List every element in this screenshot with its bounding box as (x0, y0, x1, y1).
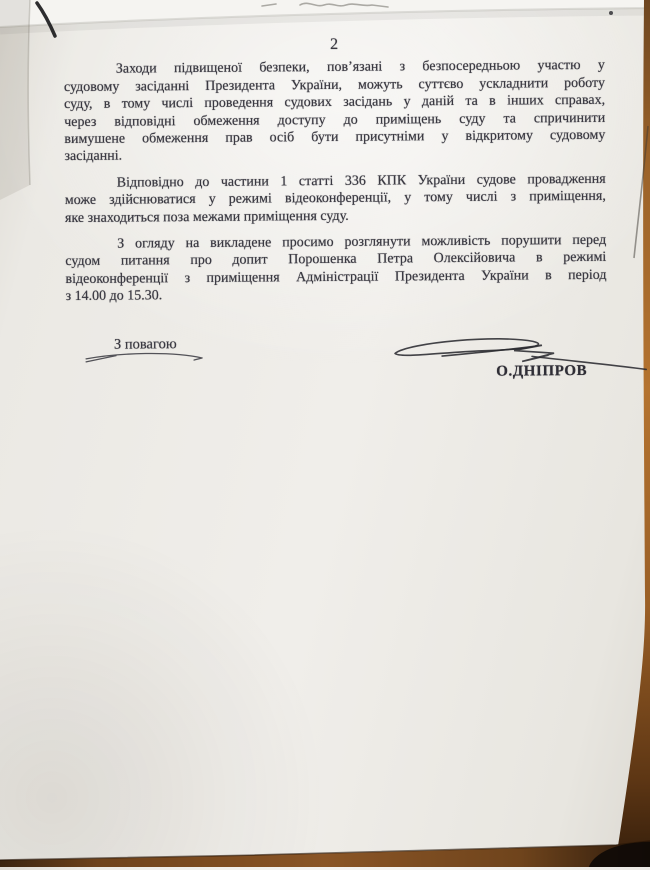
paragraph (65, 171, 606, 227)
document-line: судовому засіданні Президента України, можуть суттєво ускладнити роботу (63, 75, 605, 95)
document-line: судом питання про допит Порошенка Петра Олексійовича в режимі (65, 250, 607, 270)
document-line: відеоконференції з приміщення Адміністрації Президента України в період (65, 267, 607, 287)
document-line: через відповідні обмеження доступу до приміщень суду та спричинити (64, 110, 606, 130)
document-line: З огляду на викладене просимо розглянути можливість порушити перед (117, 232, 607, 252)
document-line: Заходи підвищеної безпеки, пов’язані з безпосередньою участю у (115, 58, 605, 78)
document-line: Відповідно до частини 1 статті 336 КПК України судове провадження (116, 171, 606, 191)
document-line: засіданні. (64, 149, 123, 165)
document-text-block (64, 34, 608, 415)
document-line: яке знаходиться поза межами приміщення суду. (64, 208, 349, 226)
document-line: суду, в тому числі проведення судових засідань у даній та в інших справах, (64, 93, 606, 113)
document-line: вимушене обмеження прав осіб бути присутніми у відкритому судовому (64, 127, 606, 148)
paragraph (64, 57, 606, 166)
page-number: 2 (330, 35, 339, 53)
closing-row (66, 332, 608, 414)
document-line: з 14.00 до 15.30. (65, 288, 163, 305)
paragraph (65, 232, 607, 306)
handwritten-underline (80, 348, 260, 367)
closing-salutation: З повагою (113, 335, 177, 353)
document-line: може здійснюватися у режимі відеоконференції, у тому числі з приміщення, (64, 189, 606, 209)
signer-name: О.ДНІПРОВ (496, 362, 588, 380)
